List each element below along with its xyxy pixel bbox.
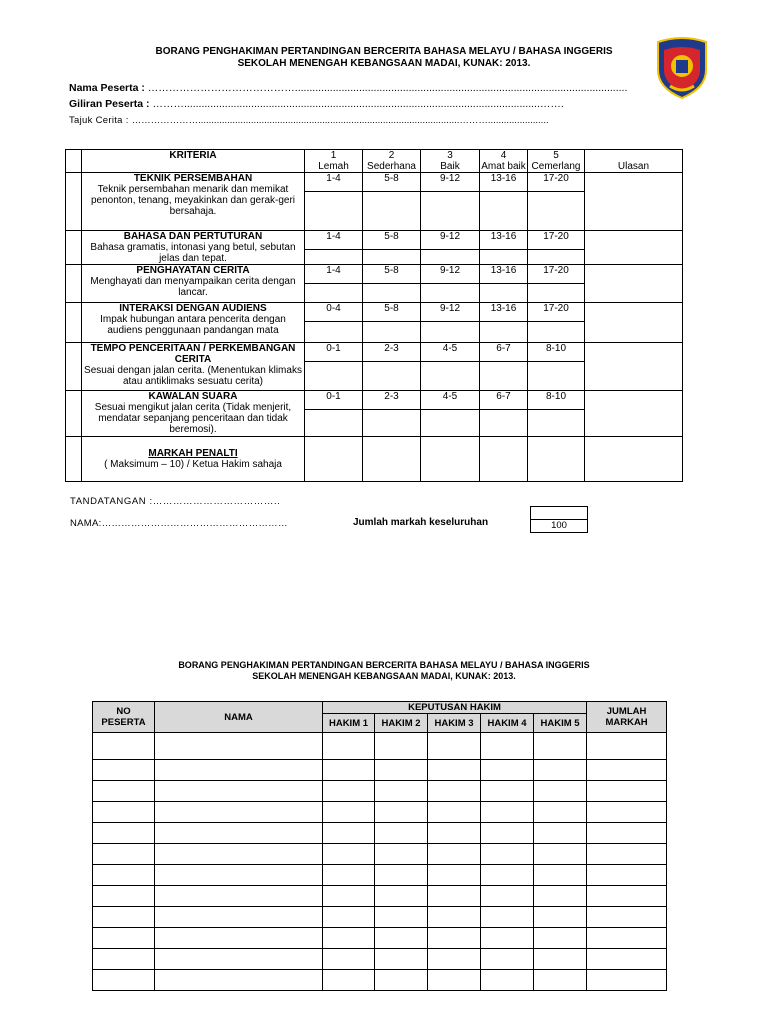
level-header-3 xyxy=(421,150,480,173)
entry-cell[interactable] xyxy=(375,886,428,907)
score-range: 5-8 xyxy=(363,265,421,284)
nama-peserta-label: Nama Peserta : xyxy=(69,82,145,94)
score-range: 1-4 xyxy=(305,173,363,192)
entry-cell[interactable] xyxy=(93,970,155,991)
criteria-desc: Sesuai mengikut jalan cerita (Tidak menjerit, mendatar sepanjang penceritaan dan tidak beremosi). xyxy=(94,402,292,435)
entry-cell[interactable] xyxy=(534,928,587,949)
jumlah-markah-total: 100 xyxy=(530,520,588,533)
entry-cell[interactable] xyxy=(428,844,481,865)
entry-cell[interactable] xyxy=(534,844,587,865)
score-range: 1-4 xyxy=(305,265,363,284)
score-entry[interactable] xyxy=(305,437,363,482)
scoring-header-row xyxy=(66,150,683,173)
score-entry[interactable] xyxy=(363,362,421,391)
score-entry[interactable] xyxy=(363,322,421,343)
score-range: 1-4 xyxy=(305,231,363,250)
blank-cell xyxy=(66,303,82,343)
score-entry[interactable] xyxy=(363,250,421,265)
penalti-desc: ( Maksimum – 10) / Ketua Hakim sahaja xyxy=(104,459,282,470)
score-range: 4-5 xyxy=(421,343,480,362)
score-entry[interactable] xyxy=(305,362,363,391)
entry-cell[interactable] xyxy=(155,907,323,928)
score-range: 13-16 xyxy=(480,231,528,250)
blank-cell xyxy=(66,391,82,437)
table-row xyxy=(93,733,667,760)
ulasan-header: Ulasan xyxy=(585,150,683,173)
entry-cell[interactable] xyxy=(155,781,323,802)
entry-cell[interactable] xyxy=(375,865,428,886)
criteria-title: INTERAKSI DENGAN AUDIENS xyxy=(119,303,267,314)
table-row xyxy=(93,865,667,886)
entry-cell[interactable] xyxy=(428,907,481,928)
ulasan-entry[interactable] xyxy=(585,173,683,231)
ulasan-entry[interactable] xyxy=(585,437,683,482)
jumlah-markah-entry[interactable] xyxy=(530,506,588,520)
score-entry[interactable] xyxy=(528,284,585,303)
blank-cell xyxy=(66,265,82,303)
score-range: 2-3 xyxy=(363,391,421,410)
level-header-5 xyxy=(528,150,585,173)
jumlah-markah-header: JUMLAH MARKAH xyxy=(587,702,667,733)
entry-cell[interactable] xyxy=(481,733,534,760)
entry-cell[interactable] xyxy=(534,733,587,760)
entry-cell[interactable] xyxy=(587,733,667,760)
level-label: Amat baik xyxy=(481,161,526,172)
entry-cell[interactable] xyxy=(93,928,155,949)
entry-cell[interactable] xyxy=(375,949,428,970)
table-row xyxy=(93,928,667,949)
level-label: Cemerlang xyxy=(531,161,581,172)
score-entry[interactable] xyxy=(305,410,363,437)
score-entry[interactable] xyxy=(528,250,585,265)
score-entry[interactable] xyxy=(363,410,421,437)
entry-cell[interactable] xyxy=(375,907,428,928)
score-entry[interactable] xyxy=(528,322,585,343)
entry-cell[interactable] xyxy=(428,949,481,970)
entry-cell[interactable] xyxy=(587,844,667,865)
level-label: Sederhana xyxy=(367,161,416,172)
entry-cell[interactable] xyxy=(93,865,155,886)
table-row xyxy=(93,886,667,907)
blank-cell xyxy=(66,150,82,173)
entry-cell[interactable] xyxy=(93,802,155,823)
entry-cell[interactable] xyxy=(323,886,375,907)
results-header-row xyxy=(93,702,667,714)
score-range: 13-16 xyxy=(480,173,528,192)
entry-cell[interactable] xyxy=(481,802,534,823)
entry-cell[interactable] xyxy=(534,823,587,844)
ulasan-entry[interactable] xyxy=(585,303,683,343)
score-entry[interactable] xyxy=(528,362,585,391)
score-range: 8-10 xyxy=(528,343,585,362)
entry-cell[interactable] xyxy=(481,907,534,928)
entry-cell[interactable] xyxy=(323,928,375,949)
entry-cell[interactable] xyxy=(323,823,375,844)
entry-cell[interactable] xyxy=(534,802,587,823)
tajuk-cerita-field[interactable] xyxy=(69,115,549,126)
entry-cell[interactable] xyxy=(155,802,323,823)
entry-cell[interactable] xyxy=(323,802,375,823)
entry-cell[interactable] xyxy=(587,970,667,991)
entry-cell[interactable] xyxy=(428,802,481,823)
nama-peserta-dots: …………………………………….................................................................................................................. xyxy=(147,82,628,94)
criteria-cell xyxy=(82,391,305,437)
criteria-cell xyxy=(82,231,305,265)
hakim-2-header: HAKIM 2 xyxy=(375,714,428,733)
score-entry[interactable] xyxy=(528,410,585,437)
level-header-4 xyxy=(480,150,528,173)
entry-cell[interactable] xyxy=(375,823,428,844)
table-row xyxy=(93,907,667,928)
entry-cell[interactable] xyxy=(93,823,155,844)
hakim-5-header: HAKIM 5 xyxy=(534,714,587,733)
entry-cell[interactable] xyxy=(587,886,667,907)
entry-cell[interactable] xyxy=(481,760,534,781)
entry-cell[interactable] xyxy=(155,928,323,949)
entry-cell[interactable] xyxy=(323,781,375,802)
score-range: 6-7 xyxy=(480,391,528,410)
level-num: 2 xyxy=(388,150,395,161)
level-label: Lemah xyxy=(318,161,349,172)
entry-cell[interactable] xyxy=(481,844,534,865)
entry-cell[interactable] xyxy=(375,928,428,949)
criteria-title: KAWALAN SUARA xyxy=(148,391,238,402)
ulasan-entry[interactable] xyxy=(585,391,683,437)
giliran-peserta-dots: ………..........................................................................................................................……. xyxy=(152,98,564,110)
entry-cell[interactable] xyxy=(155,823,323,844)
criteria-title: PENGHAYATAN CERITA xyxy=(136,265,250,276)
table-row xyxy=(93,781,667,802)
scoring-table xyxy=(65,149,683,482)
hakim-1-header: HAKIM 1 xyxy=(323,714,375,733)
entry-cell[interactable] xyxy=(93,949,155,970)
blank-cell xyxy=(66,231,82,265)
entry-cell[interactable] xyxy=(534,760,587,781)
entry-cell[interactable] xyxy=(93,907,155,928)
score-entry[interactable] xyxy=(480,437,528,482)
criteria-row xyxy=(66,265,683,284)
entry-cell[interactable] xyxy=(534,886,587,907)
score-entry[interactable] xyxy=(421,322,480,343)
entry-cell[interactable] xyxy=(155,949,323,970)
entry-cell[interactable] xyxy=(481,781,534,802)
table-row xyxy=(93,760,667,781)
score-range: 4-5 xyxy=(421,391,480,410)
level-num: 4 xyxy=(500,150,507,161)
blank-cell xyxy=(66,173,82,231)
blank-cell xyxy=(66,437,82,482)
criteria-row xyxy=(66,343,683,362)
criteria-row xyxy=(66,391,683,410)
score-range: 2-3 xyxy=(363,343,421,362)
criteria-row xyxy=(66,173,683,192)
entry-cell[interactable] xyxy=(155,844,323,865)
entry-cell[interactable] xyxy=(428,733,481,760)
penalti-row xyxy=(66,437,683,482)
entry-cell[interactable] xyxy=(428,970,481,991)
criteria-row xyxy=(66,231,683,250)
entry-cell[interactable] xyxy=(428,781,481,802)
criteria-row xyxy=(66,303,683,322)
tajuk-cerita-label: Tajuk Cerita : xyxy=(69,115,129,126)
entry-cell[interactable] xyxy=(428,823,481,844)
entry-cell[interactable] xyxy=(481,823,534,844)
table-row xyxy=(93,844,667,865)
level-label: Baik xyxy=(440,161,460,172)
score-entry[interactable] xyxy=(305,322,363,343)
jumlah-markah-box xyxy=(530,506,588,533)
form1-title-line1: BORANG PENGHAKIMAN PERTANDINGAN BERCERITA BAHASA MELAYU / BAHASA INGGERIS xyxy=(155,46,613,57)
criteria-title: TEMPO PENCERITAAN / PERKEMBANGAN CERITA xyxy=(90,343,296,365)
score-entry[interactable] xyxy=(480,322,528,343)
ulasan-entry[interactable] xyxy=(585,265,683,303)
entry-cell[interactable] xyxy=(587,865,667,886)
form2-title-line1: BORANG PENGHAKIMAN PERTANDINGAN BERCERITA BAHASA MELAYU / BAHASA INGGERIS xyxy=(178,660,590,670)
entry-cell[interactable] xyxy=(93,781,155,802)
score-entry[interactable] xyxy=(363,437,421,482)
score-range: 13-16 xyxy=(480,303,528,322)
entry-cell[interactable] xyxy=(534,949,587,970)
score-entry[interactable] xyxy=(421,410,480,437)
kriteria-header: KRITERIA xyxy=(82,150,305,173)
score-entry[interactable] xyxy=(305,250,363,265)
tandatangan-field[interactable]: TANDATANGAN :……………………………….. xyxy=(70,496,281,507)
nama-hakim-field[interactable]: NAMA:………………………………………………… xyxy=(70,518,288,529)
criteria-desc: Menghayati dan menyampaikan cerita dengan lancar. xyxy=(90,276,296,298)
form1-title-line2: SEKOLAH MENENGAH KEBANGSAAN MADAI, KUNAK: 2013. xyxy=(237,58,531,69)
entry-cell[interactable] xyxy=(481,928,534,949)
giliran-peserta-field[interactable] xyxy=(69,98,564,110)
entry-cell[interactable] xyxy=(534,907,587,928)
entry-cell[interactable] xyxy=(323,733,375,760)
entry-cell[interactable] xyxy=(587,781,667,802)
keputusan-hakim-header: KEPUTUSAN HAKIM xyxy=(323,702,587,714)
entry-cell[interactable] xyxy=(481,865,534,886)
level-num: 3 xyxy=(447,150,453,161)
score-range: 17-20 xyxy=(528,231,585,250)
score-range: 0-1 xyxy=(305,391,363,410)
score-entry[interactable] xyxy=(528,437,585,482)
results-table xyxy=(92,701,667,991)
entry-cell[interactable] xyxy=(93,844,155,865)
score-entry[interactable] xyxy=(421,192,480,231)
entry-cell[interactable] xyxy=(323,844,375,865)
entry-cell[interactable] xyxy=(534,865,587,886)
entry-cell[interactable] xyxy=(155,865,323,886)
entry-cell[interactable] xyxy=(323,970,375,991)
no-peserta-header: NO PESERTA xyxy=(93,702,155,733)
criteria-desc: Teknik persembahan menarik dan memikat penonton, tenang, meyakinkan dan gerak-geri bersahaja. xyxy=(90,184,296,217)
score-entry[interactable] xyxy=(421,284,480,303)
form2-title-line2: SEKOLAH MENENGAH KEBANGSAAN MADAI, KUNAK: 2013. xyxy=(252,671,516,681)
level-num: 1 xyxy=(330,150,337,161)
score-entry[interactable] xyxy=(305,284,363,303)
score-entry[interactable] xyxy=(480,410,528,437)
score-range: 6-7 xyxy=(480,343,528,362)
score-range: 5-8 xyxy=(363,173,421,192)
entry-cell[interactable] xyxy=(155,970,323,991)
entry-cell[interactable] xyxy=(534,781,587,802)
level-header-1 xyxy=(305,150,363,173)
score-range: 9-12 xyxy=(421,173,480,192)
entry-cell[interactable] xyxy=(587,907,667,928)
score-entry[interactable] xyxy=(480,250,528,265)
criteria-cell xyxy=(82,303,305,343)
score-entry[interactable] xyxy=(480,284,528,303)
score-entry[interactable] xyxy=(421,250,480,265)
entry-cell[interactable] xyxy=(155,733,323,760)
ulasan-entry[interactable] xyxy=(585,231,683,265)
score-range: 8-10 xyxy=(528,391,585,410)
entry-cell[interactable] xyxy=(93,886,155,907)
entry-cell[interactable] xyxy=(93,760,155,781)
score-range: 0-1 xyxy=(305,343,363,362)
table-row xyxy=(93,970,667,991)
entry-cell[interactable] xyxy=(587,802,667,823)
penalti-title: MARKAH PENALTI xyxy=(148,448,238,459)
giliran-peserta-label: Giliran Peserta : xyxy=(69,98,150,110)
entry-cell[interactable] xyxy=(587,928,667,949)
score-range: 13-16 xyxy=(480,265,528,284)
entry-cell[interactable] xyxy=(428,865,481,886)
blank-cell xyxy=(66,343,82,391)
nama-header: NAMA xyxy=(155,702,323,733)
score-range: 17-20 xyxy=(528,303,585,322)
school-crest-icon xyxy=(652,36,712,100)
entry-cell[interactable] xyxy=(375,733,428,760)
score-entry[interactable] xyxy=(363,284,421,303)
entry-cell[interactable] xyxy=(481,886,534,907)
table-row xyxy=(93,802,667,823)
entry-cell[interactable] xyxy=(375,844,428,865)
entry-cell[interactable] xyxy=(323,949,375,970)
score-range: 9-12 xyxy=(421,303,480,322)
penalti-cell xyxy=(82,437,305,482)
score-range: 5-8 xyxy=(363,231,421,250)
hakim-4-header: HAKIM 4 xyxy=(481,714,534,733)
criteria-desc: Impak hubungan antara pencerita dengan audiens penggunaan pandangan mata xyxy=(100,314,286,336)
nama-peserta-field[interactable] xyxy=(69,82,627,94)
tajuk-cerita-dots: …………………...................................................................................................………....................... xyxy=(131,115,549,126)
entry-cell[interactable] xyxy=(93,733,155,760)
score-entry[interactable] xyxy=(305,192,363,231)
level-header-2 xyxy=(363,150,421,173)
criteria-cell xyxy=(82,173,305,231)
score-entry[interactable] xyxy=(480,362,528,391)
entry-cell[interactable] xyxy=(587,949,667,970)
entry-cell[interactable] xyxy=(587,823,667,844)
entry-cell[interactable] xyxy=(375,970,428,991)
entry-cell[interactable] xyxy=(587,760,667,781)
criteria-cell xyxy=(82,265,305,303)
score-entry[interactable] xyxy=(480,192,528,231)
entry-cell[interactable] xyxy=(375,781,428,802)
score-entry[interactable] xyxy=(421,437,480,482)
entry-cell[interactable] xyxy=(323,865,375,886)
hakim-3-header: HAKIM 3 xyxy=(428,714,481,733)
entry-cell[interactable] xyxy=(481,949,534,970)
jumlah-markah-label: Jumlah markah keseluruhan xyxy=(353,517,489,528)
ulasan-entry[interactable] xyxy=(585,343,683,391)
entry-cell[interactable] xyxy=(375,802,428,823)
table-row xyxy=(93,949,667,970)
score-range: 9-12 xyxy=(421,265,480,284)
score-entry[interactable] xyxy=(421,362,480,391)
level-num: 5 xyxy=(553,150,559,161)
score-range: 9-12 xyxy=(421,231,480,250)
entry-cell[interactable] xyxy=(323,907,375,928)
entry-cell[interactable] xyxy=(428,886,481,907)
entry-cell[interactable] xyxy=(155,760,323,781)
entry-cell[interactable] xyxy=(428,760,481,781)
criteria-cell xyxy=(82,343,305,391)
score-entry[interactable] xyxy=(528,192,585,231)
criteria-desc: Sesuai dengan jalan cerita. (Menentukan klimaks atau antiklimaks sesuatu cerita) xyxy=(84,365,302,387)
score-range: 17-20 xyxy=(528,265,585,284)
score-range: 17-20 xyxy=(528,173,585,192)
criteria-title: BAHASA DAN PERTUTURAN xyxy=(123,231,263,242)
entry-cell[interactable] xyxy=(534,970,587,991)
criteria-desc: Bahasa gramatis, intonasi yang betul, sebutan jelas dan tepat. xyxy=(90,242,296,264)
entry-cell[interactable] xyxy=(323,760,375,781)
entry-cell[interactable] xyxy=(155,886,323,907)
entry-cell[interactable] xyxy=(375,760,428,781)
score-entry[interactable] xyxy=(363,192,421,231)
score-range: 5-8 xyxy=(363,303,421,322)
score-range: 0-4 xyxy=(305,303,363,322)
table-row xyxy=(93,823,667,844)
entry-cell[interactable] xyxy=(481,970,534,991)
criteria-title: TEKNIK PERSEMBAHAN xyxy=(133,173,253,184)
entry-cell[interactable] xyxy=(428,928,481,949)
